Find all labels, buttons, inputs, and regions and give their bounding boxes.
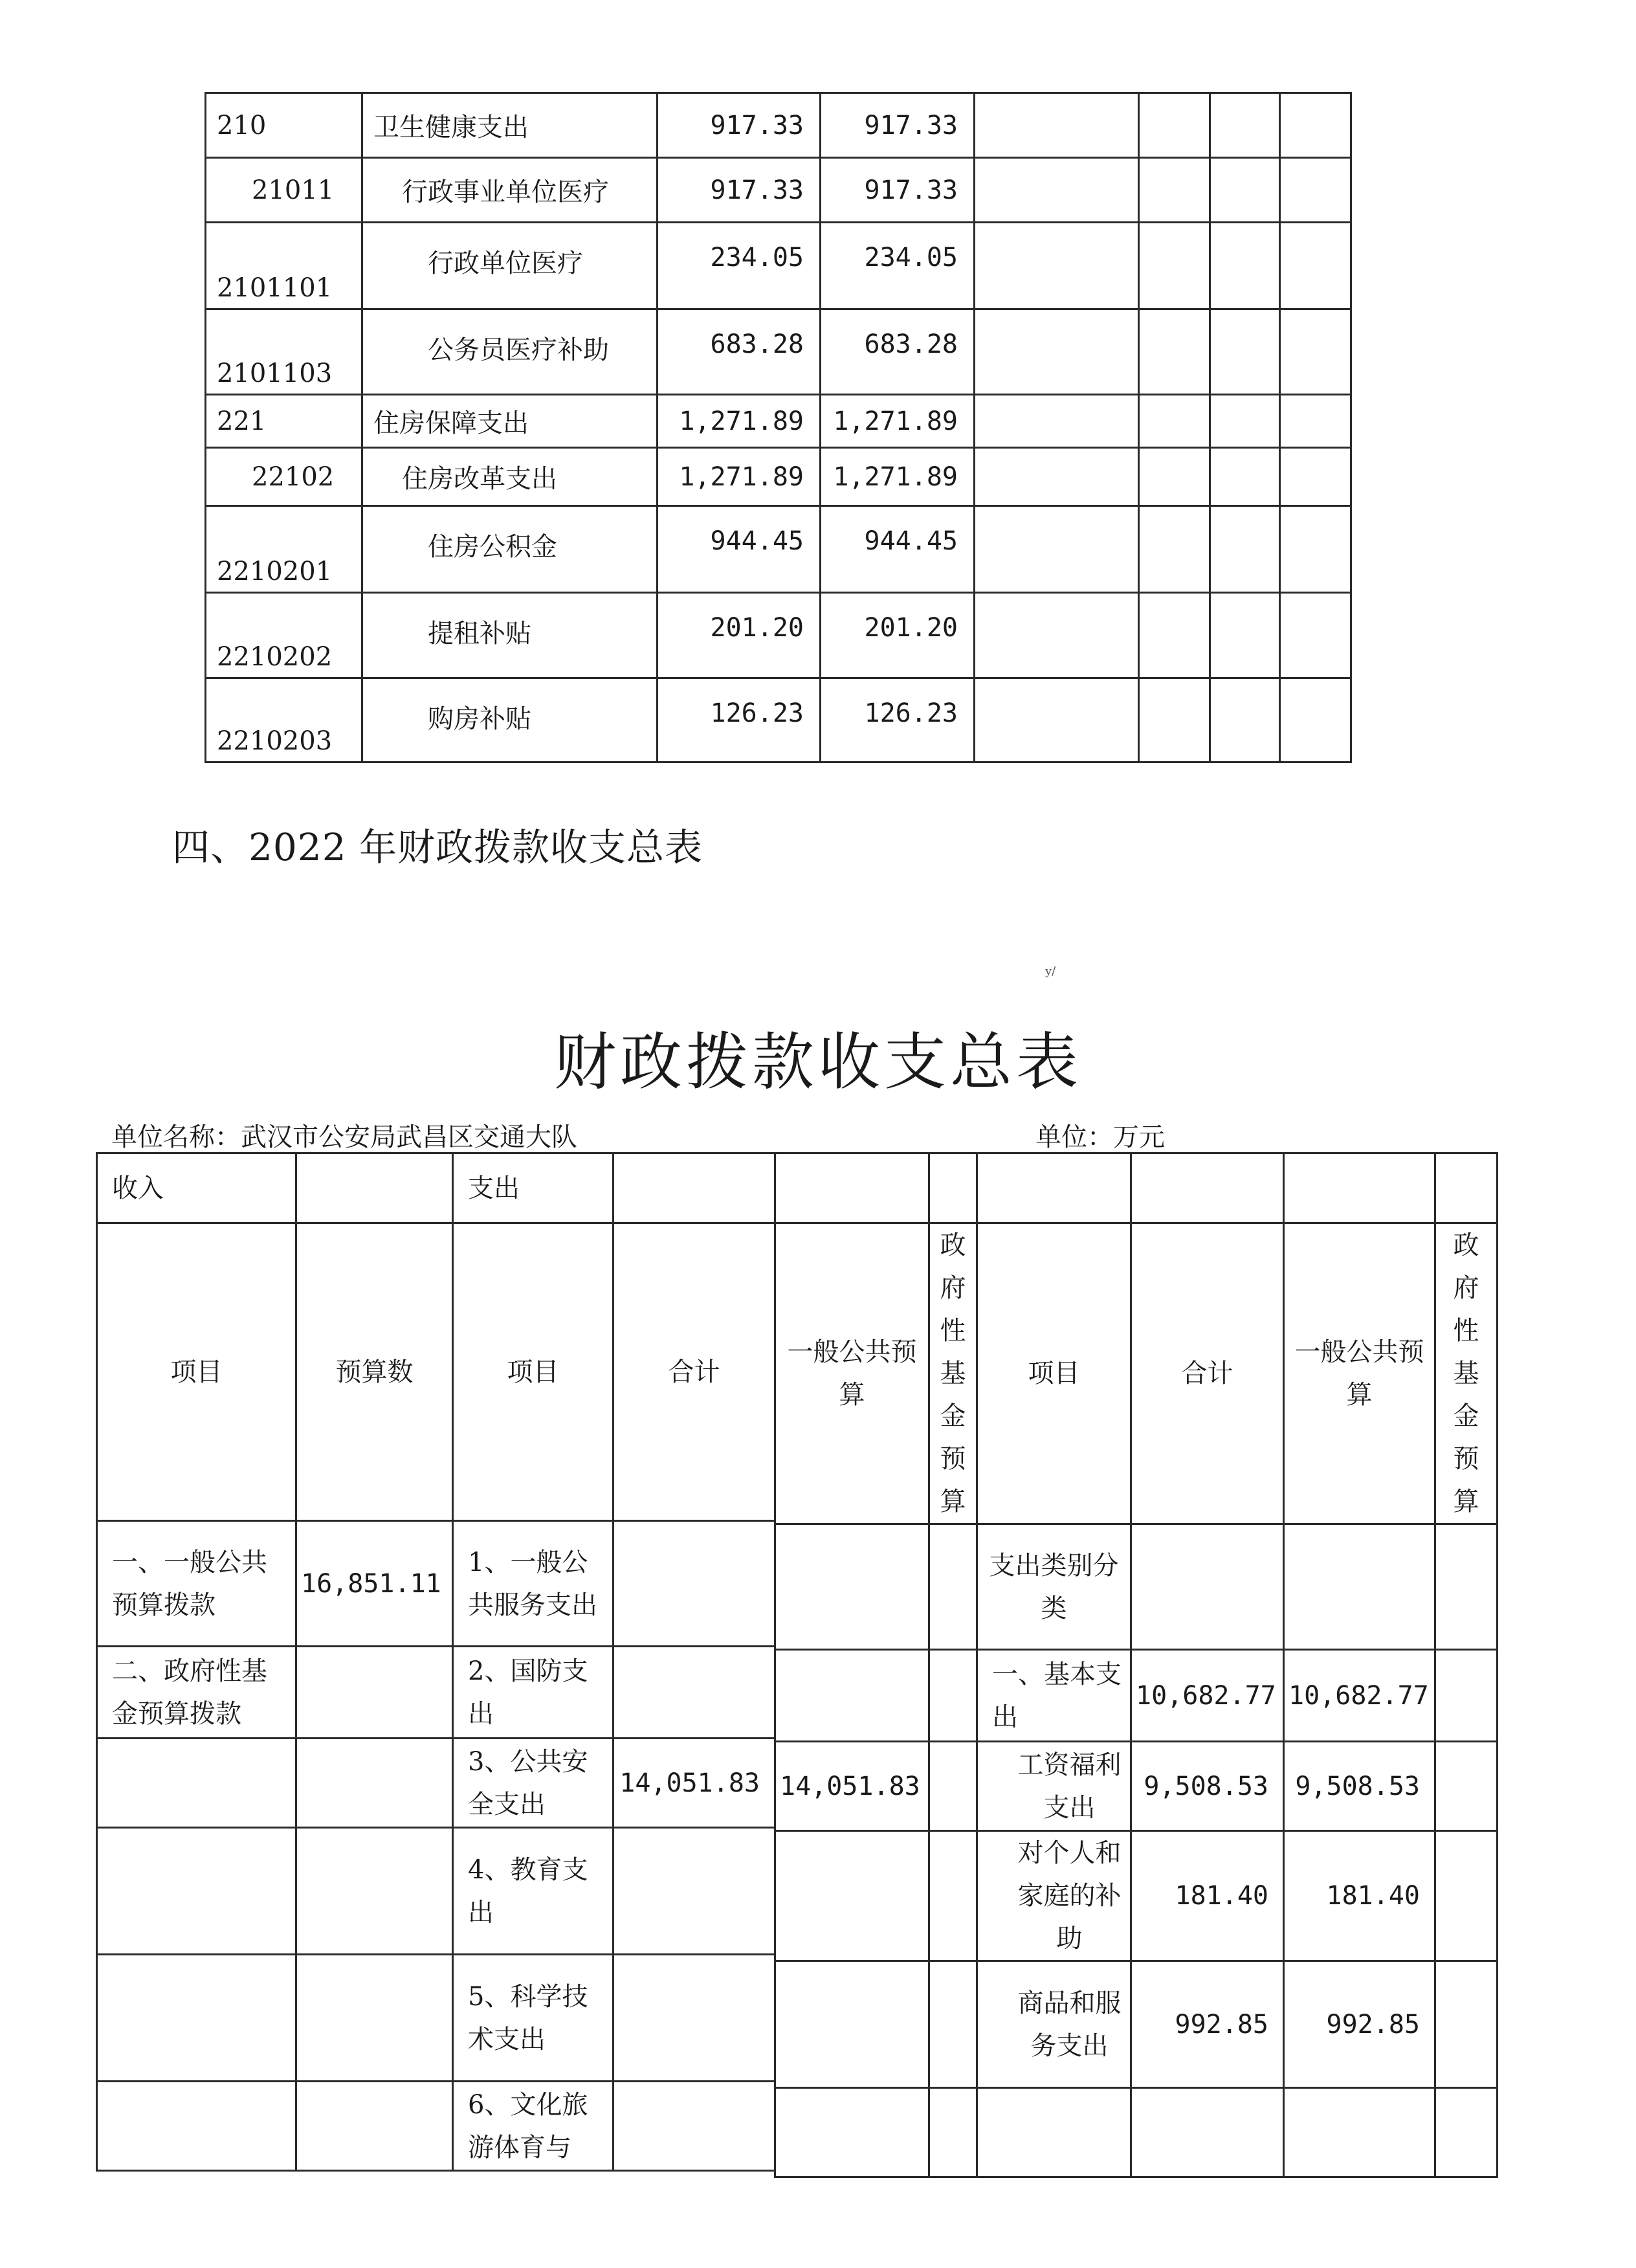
econ-general xyxy=(1284,1524,1435,1650)
budget-detail-table xyxy=(204,92,1352,763)
income-expense-table xyxy=(96,1152,776,2172)
row-total: 683.28 xyxy=(658,309,821,395)
row-code: 2210201 xyxy=(206,506,362,593)
header-total: 合计 xyxy=(614,1223,775,1521)
table-row xyxy=(97,1828,775,1955)
column-header-row xyxy=(97,1223,775,1521)
table-row xyxy=(206,158,1351,223)
column-header-row xyxy=(775,1223,1498,1524)
expense-item: 6、文化旅游体育与 xyxy=(453,2082,614,2171)
unit-name: 单位名称：武汉市公安局武昌区交通大队 xyxy=(111,1122,577,1152)
econ-total xyxy=(1131,1524,1284,1650)
row-total: 944.45 xyxy=(658,506,821,593)
expense-total xyxy=(614,1828,775,1955)
expense-label: 支出 xyxy=(453,1153,614,1223)
group-header-row xyxy=(775,1153,1498,1223)
row-general: 683.28 xyxy=(821,309,975,395)
table-row xyxy=(97,1739,775,1828)
row-code: 2101101 xyxy=(206,223,362,309)
econ-general: 181.40 xyxy=(1284,1831,1435,1961)
row-general: 944.45 xyxy=(821,506,975,593)
row-name: 住房公积金 xyxy=(362,506,658,593)
table-row xyxy=(206,593,1351,678)
table-row xyxy=(775,1961,1498,2088)
table-row xyxy=(775,1742,1498,1831)
table-row xyxy=(97,1955,775,2082)
expense-general xyxy=(775,1650,929,1742)
expense-general xyxy=(775,1831,929,1961)
row-total: 201.20 xyxy=(658,593,821,678)
row-general: 917.33 xyxy=(821,93,975,158)
econ-general: 10,682.77 xyxy=(1284,1650,1435,1742)
expense-general xyxy=(775,2088,929,2177)
unit-label: 单位：万元 xyxy=(1035,1122,1165,1152)
econ-total: 9,508.53 xyxy=(1131,1742,1284,1831)
header-general-public: 一般公共预算 xyxy=(1284,1223,1435,1524)
econ-item: 商品和服务支出 xyxy=(977,1961,1131,2088)
table-row xyxy=(206,93,1351,158)
expense-total xyxy=(614,2082,775,2171)
expense-general xyxy=(775,1524,929,1650)
row-general: 917.33 xyxy=(821,158,975,223)
income-label: 收入 xyxy=(97,1153,296,1223)
row-name: 公务员医疗补助 xyxy=(362,309,658,395)
table-row xyxy=(775,1524,1498,1650)
row-total: 1,271.89 xyxy=(658,395,821,448)
table-row xyxy=(775,1831,1498,1961)
row-name: 购房补贴 xyxy=(362,678,658,762)
expense-item: 2、国防支出 xyxy=(453,1647,614,1739)
expense-item: 4、教育支出 xyxy=(453,1828,614,1955)
table-row xyxy=(206,448,1351,506)
table-row xyxy=(775,2088,1498,2177)
table-row xyxy=(97,1647,775,1739)
table-row xyxy=(775,1650,1498,1742)
row-general: 234.05 xyxy=(821,223,975,309)
econ-item: 支出类别分类 xyxy=(977,1524,1131,1650)
header-total: 合计 xyxy=(1131,1223,1284,1524)
expense-item: 3、公共安全支出 xyxy=(453,1739,614,1828)
row-code: 22102 xyxy=(206,448,362,506)
table-row xyxy=(206,309,1351,395)
row-name: 住房保障支出 xyxy=(362,395,658,448)
econ-item: 对个人和家庭的补助 xyxy=(977,1831,1131,1961)
header-gov-fund: 政 府 性 基 金 预 算 xyxy=(1435,1223,1498,1524)
table-row xyxy=(206,678,1351,762)
income-item: 一、一般公共预算拨款 xyxy=(97,1521,296,1647)
table-row xyxy=(206,223,1351,309)
econ-total: 992.85 xyxy=(1131,1961,1284,2088)
row-code: 21011 xyxy=(206,158,362,223)
row-code: 2210202 xyxy=(206,593,362,678)
row-name: 行政单位医疗 xyxy=(362,223,658,309)
table-row xyxy=(97,2082,775,2171)
header-item: 项目 xyxy=(977,1223,1131,1524)
econ-item: 工资福利支出 xyxy=(977,1742,1131,1831)
table-row xyxy=(206,395,1351,448)
row-general: 1,271.89 xyxy=(821,395,975,448)
group-header-row xyxy=(97,1153,775,1223)
econ-general: 9,508.53 xyxy=(1284,1742,1435,1831)
expense-total xyxy=(614,1647,775,1739)
row-code: 221 xyxy=(206,395,362,448)
row-code: 2210203 xyxy=(206,678,362,762)
row-total: 1,271.89 xyxy=(658,448,821,506)
econ-general xyxy=(1284,2088,1435,2177)
expense-item: 5、科学技术支出 xyxy=(453,1955,614,2082)
econ-total: 181.40 xyxy=(1131,1831,1284,1961)
table-row xyxy=(206,506,1351,593)
header-budget: 预算数 xyxy=(296,1223,453,1521)
section-heading: 四、2022 年财政拨款收支总表 xyxy=(172,825,703,869)
table-row xyxy=(97,1521,775,1647)
scan-mark: y/ xyxy=(1045,964,1056,978)
header-item: 项目 xyxy=(453,1223,614,1521)
expense-general: 14,051.83 xyxy=(775,1742,929,1831)
header-item: 项目 xyxy=(97,1223,296,1521)
row-general: 126.23 xyxy=(821,678,975,762)
econ-total xyxy=(1131,2088,1284,2177)
row-name: 卫生健康支出 xyxy=(362,93,658,158)
row-name: 提租补贴 xyxy=(362,593,658,678)
row-general: 201.20 xyxy=(821,593,975,678)
row-general: 1,271.89 xyxy=(821,448,975,506)
header-general-public: 一般公共预算 xyxy=(775,1223,929,1524)
econ-total: 10,682.77 xyxy=(1131,1650,1284,1742)
expense-total xyxy=(614,1955,775,2082)
row-code: 210 xyxy=(206,93,362,158)
expense-item: 1、一般公共服务支出 xyxy=(453,1521,614,1647)
income-budget: 16,851.11 xyxy=(296,1521,453,1647)
expense-category-table xyxy=(774,1152,1498,2178)
row-name: 行政事业单位医疗 xyxy=(362,158,658,223)
row-name: 住房改革支出 xyxy=(362,448,658,506)
econ-item: 一、基本支出 xyxy=(977,1650,1131,1742)
income-item: 二、政府性基金预算拨款 xyxy=(97,1647,296,1739)
row-code: 2101103 xyxy=(206,309,362,395)
expense-total xyxy=(614,1521,775,1647)
header-gov-fund: 政 府 性 基 金 预 算 xyxy=(929,1223,977,1524)
econ-general: 992.85 xyxy=(1284,1961,1435,2088)
row-total: 917.33 xyxy=(658,158,821,223)
income-budget xyxy=(296,1647,453,1739)
row-total: 234.05 xyxy=(658,223,821,309)
expense-total: 14,051.83 xyxy=(614,1739,775,1828)
expense-general xyxy=(775,1961,929,2088)
table-title: 财政拨款收支总表 xyxy=(554,1026,1082,1098)
row-total: 917.33 xyxy=(658,93,821,158)
row-total: 126.23 xyxy=(658,678,821,762)
econ-item xyxy=(977,2088,1131,2177)
